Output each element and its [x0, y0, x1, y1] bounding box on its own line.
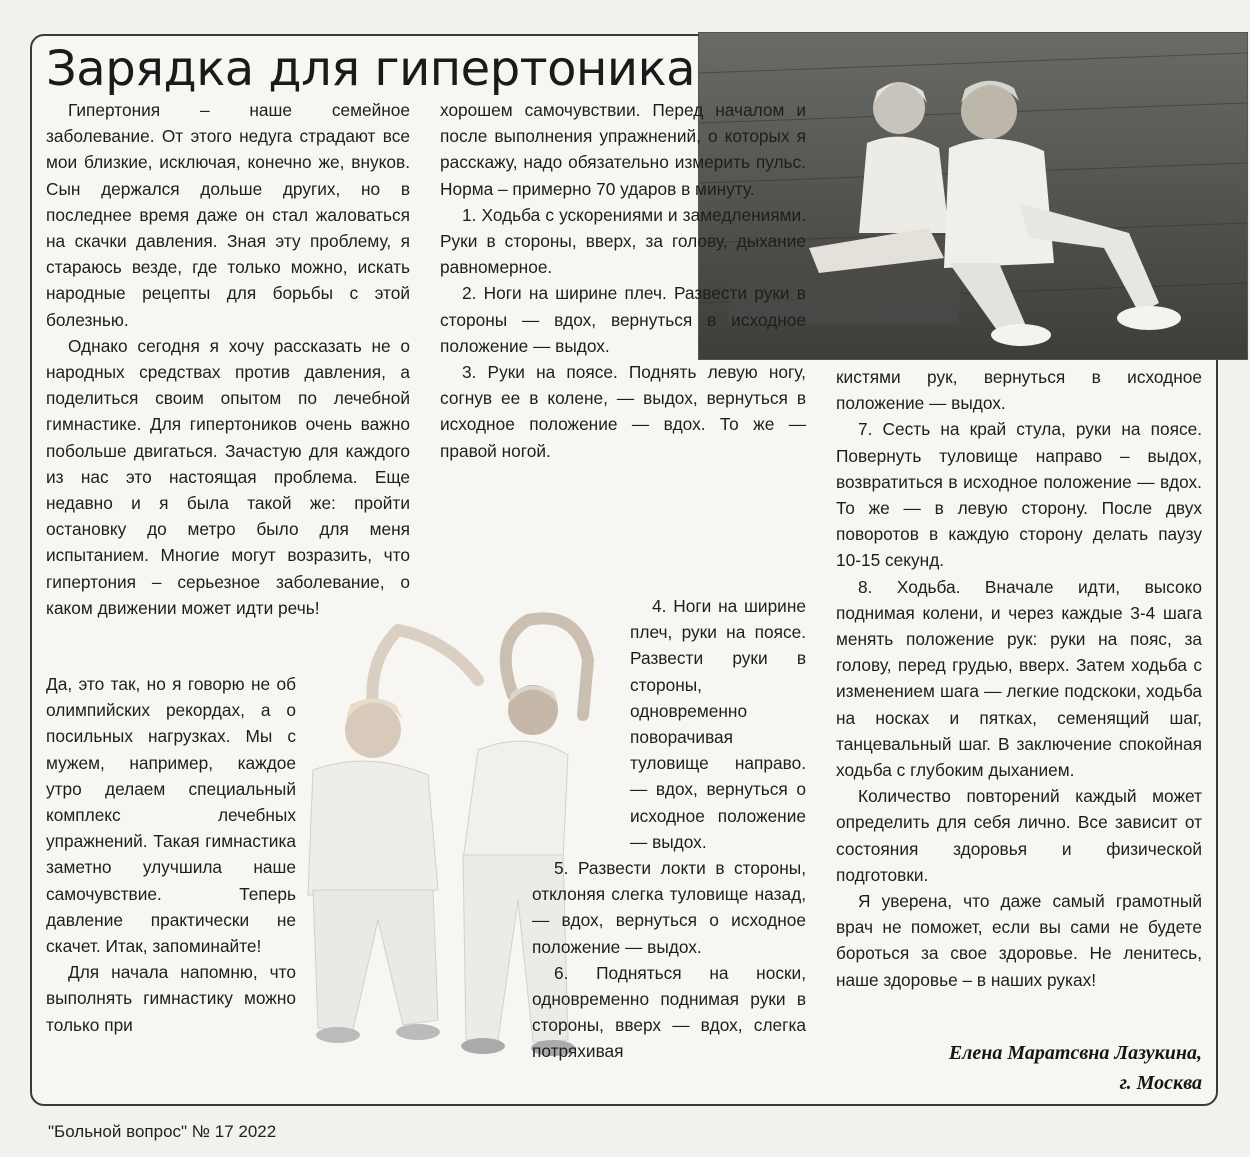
- article-title: Зарядка для гипертоника: [46, 41, 695, 97]
- paragraph: кистями рук, вернуться в исходное положение — выдох.: [836, 367, 1202, 414]
- exercise-1: 1. Ходьба с ускорениями и замедлениями. Руки в стороны, вверх, за голову, дыхание равномерное.: [440, 204, 806, 278]
- exercise-7: 7. Сесть на край стула, руки на поясе. Повернуть туловище направо – выдох, возвратиться в исходное положение — вдох. То же — в левую сторону. После двух поворотов в каждую сторону делать паузу 10-15 секунд.: [836, 419, 1202, 571]
- column-1: [46, 97, 410, 621]
- paragraph: Количество повторений каждый может определить для себя лично. Все зависит от состояния здоровья и физической подготовки.: [836, 786, 1202, 885]
- source-caption: "Больной вопрос" № 17 2022: [48, 1122, 277, 1141]
- exercise-2: 2. Ноги на ширине плеч. Развести руки в стороны — вдох, вернуться в исходное положение — выдох.: [440, 283, 806, 356]
- exercise-8: 8. Ходьба. Вначале идти, высоко поднимая колени, и через каждые 3-4 шага менять положение рук: руки на пояс, за голову, перед грудью, вверх. Затем ходьба с изменением шага — легкие подскоки, ходьба на носках и пятках, семенящий шаг, танцевальный шаг. В заключение спокойная ходьба с глубоким дыханием.: [836, 576, 1202, 781]
- author-signature: [949, 1038, 1202, 1098]
- paragraph: Гипертония – наше семейное заболевание. От этого недуга страдают все мои близкие, исключая, конечно же, внуков. Сын держался дольше других, но в последнее время даже он стал жаловаться на скачки давления. Зная эту проблему, я стараюсь везде, где только можно, искать народные рецепты для борьбы с этой болезнью.: [46, 100, 410, 330]
- column-2: [440, 97, 806, 464]
- column-3: [836, 364, 1202, 993]
- exercise-5: 5. Развести локти в стороны, отклоняя слегка туловище назад, — вдох, вернуться о исходное положение — выдох.: [532, 858, 806, 957]
- column-1-narrow: [46, 671, 296, 1038]
- column-2-lower: [532, 855, 806, 1065]
- exercise-3: 3. Руки на поясе. Поднять левую ногу, согнув ее в колене, — выдох, вернуться в исходное положение — вдох. То же — правой ногой.: [440, 362, 806, 461]
- paragraph: Да, это так, но я говорю не об олимпийских рекордах, а о посильных нагрузках. Мы с мужем, например, каждое утро делаем специальный комплекс лечебных упражнений. Такая гимнастика заметно улучшила наше самочувствие. Теперь давление практически не скачет. Итак, запоминайте!: [46, 674, 296, 957]
- paragraph: хорошем самочувствии. Перед началом и после выполнения упражнений, о которых я расскажу, надо обязательно измерить пульс. Норма – примерно 70 ударов в минуту.: [440, 100, 806, 199]
- paragraph: Однако сегодня я хочу рассказать не о народных средствах против давления, а поделиться своим опытом по лечебной гимнастике. Для гипертоников очень важно побольше двигаться. Зачастую для каждого из нас это настоящая проблема. Еще недавно и я была такой же: пройти остановку до метро было для меня испытанием. Многие могут возразить, что гипертония – серьезное заболевание, о каком движении может идти речь!: [46, 335, 410, 618]
- paragraph: Для начала напомню, что выполнять гимнастику можно только при: [46, 962, 296, 1035]
- author-city: г. Москва: [1119, 1072, 1202, 1094]
- paragraph: Я уверена, что даже самый грамотный врач не поможет, если вы сами не будете бороться за свое здоровье. Не ленитесь, наше здоровье – в наших руках!: [836, 891, 1202, 990]
- column-2-narrow: [630, 593, 806, 855]
- exercise-4: 4. Ноги на ширине плеч, руки на поясе. Развести руки в стороны, одновременно поворачивая туловище направо. — вдох, вернуться о исходное положение — выдох.: [630, 596, 806, 852]
- exercise-6: 6. Подняться на носки, одновременно поднимая руки в стороны, вверх — вдох, слегка потряхивая: [532, 962, 806, 1062]
- author-name: Елена Маратсвна Лазукина,: [948, 1042, 1202, 1064]
